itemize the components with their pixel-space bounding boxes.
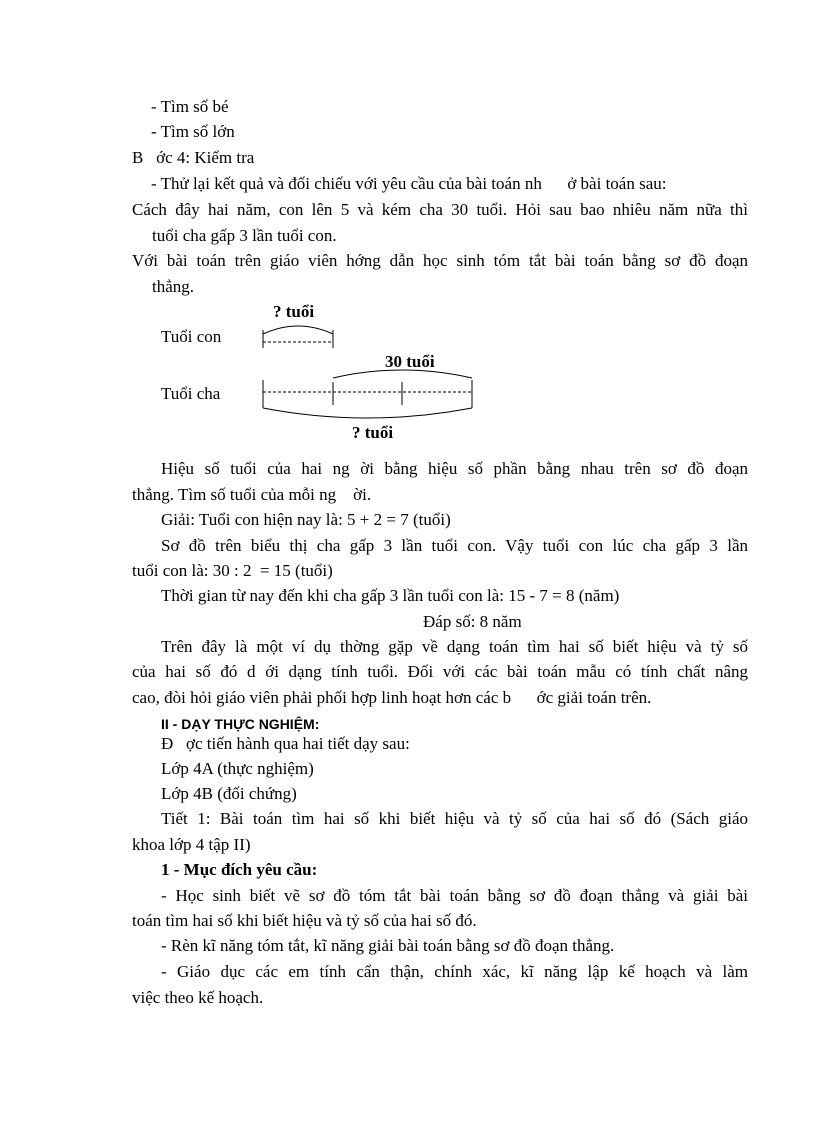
text-line: của hai số đó d ới dạng tính tuổi. Đối với các bài toán mẫu có tính chất nâng bbox=[132, 662, 748, 681]
answer-line: Đáp số: 8 năm bbox=[423, 612, 522, 631]
text-line: Thời gian từ nay đến khi cha gấp 3 lần tuổi con là: 15 - 7 = 8 (năm) bbox=[161, 586, 620, 605]
father-top-brace bbox=[333, 370, 472, 378]
text-line: Lớp 4B (đối chứng) bbox=[161, 784, 297, 803]
text-line: toán tìm hai số khi biết hiệu và tỷ số của hai số đó. bbox=[132, 911, 477, 930]
text-line: việc theo kế hoạch. bbox=[132, 988, 264, 1007]
text-line: cao, đòi hỏi giáo viên phải phối hợp linh hoạt hơn các b ớc giải toán trên. bbox=[132, 688, 652, 707]
text-line: Với bài toán trên giáo viên hớng dẫn học sinh tóm tắt bài toán bằng sơ đồ đoạn bbox=[132, 251, 748, 270]
text-line: B ớc 4: Kiểm tra bbox=[132, 148, 255, 167]
diagram-label-son: Tuổi con bbox=[161, 327, 222, 346]
diagram-middle-label: 30 tuổi bbox=[385, 352, 435, 371]
text-line: Trên đây là một ví dụ thờng gặp về dạng toán tìm hai số biết hiệu và tỷ số bbox=[161, 637, 748, 656]
diagram-label-father: Tuổi cha bbox=[161, 384, 221, 403]
text-line: Sơ đồ trên biểu thị cha gấp 3 lần tuổi con. Vậy tuổi con lúc cha gấp 3 lần bbox=[161, 536, 748, 555]
text-line: Tiết 1: Bài toán tìm hai số khi biết hiệu và tỷ số của hai số đó (Sách giáo bbox=[161, 809, 748, 828]
text-line: thẳng. bbox=[152, 277, 195, 296]
text-line: Đ ợc tiến hành qua hai tiết dạy sau: bbox=[161, 734, 410, 753]
text-line: tuổi con là: 30 : 2 = 15 (tuổi) bbox=[132, 561, 333, 580]
son-brace bbox=[263, 326, 333, 334]
text-line: tuổi cha gấp 3 lần tuổi con. bbox=[152, 226, 337, 245]
diagram-bottom-question: ? tuổi bbox=[352, 423, 394, 442]
text-line: Giải: Tuổi con hiện nay là: 5 + 2 = 7 (tuổi) bbox=[161, 510, 451, 529]
diagram-top-question: ? tuổi bbox=[273, 302, 315, 321]
text-line: - Tìm số lớn bbox=[151, 122, 235, 141]
father-bottom-brace bbox=[263, 408, 472, 418]
section-heading: II - DẠY THỰC NGHIỆM: bbox=[161, 716, 320, 732]
text-line: Hiệu số tuổi của hai ng ời bằng hiệu số phần bằng nhau trên sơ đồ đoạn bbox=[161, 459, 748, 478]
text-line: khoa lớp 4 tập II) bbox=[132, 835, 251, 854]
text-line: - Giáo dục các em tính cẩn thận, chính xác, kĩ năng lập kế hoạch và làm bbox=[161, 962, 748, 981]
text-line: thẳng. Tìm số tuổi của mỗi ng ời. bbox=[132, 485, 372, 504]
text-line: Lớp 4A (thực nghiệm) bbox=[161, 759, 314, 778]
text-line: - Thử lại kết quả và đối chiếu với yêu cầu của bài toán nh ở bài toán sau: bbox=[151, 174, 667, 193]
subsection-heading: 1 - Mục đích yêu cầu: bbox=[161, 860, 318, 879]
text-line: Cách đây hai năm, con lên 5 và kém cha 30 tuổi. Hỏi sau bao nhiêu năm nữa thì bbox=[132, 200, 748, 219]
text-line: - Rèn kĩ năng tóm tắt, kĩ năng giải bài toán bằng sơ đồ đoạn thẳng. bbox=[161, 936, 615, 955]
text-line: - Học sinh biết vẽ sơ đồ tóm tắt bài toán bằng sơ đồ đoạn thẳng và giải bài bbox=[161, 886, 748, 905]
text-line: - Tìm số bé bbox=[151, 97, 229, 116]
